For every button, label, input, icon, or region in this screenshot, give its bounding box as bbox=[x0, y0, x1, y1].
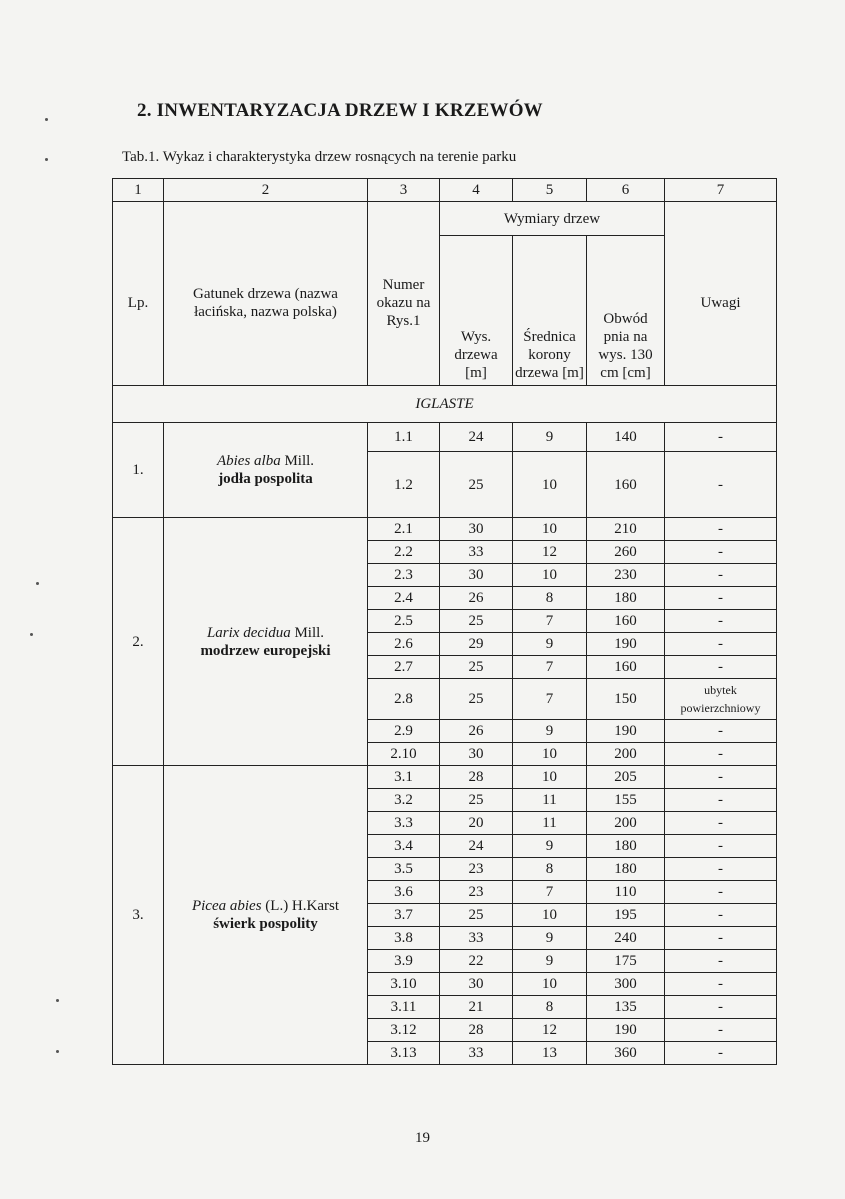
trunk-girth: 205 bbox=[587, 766, 665, 789]
tree-number: 3.9 bbox=[368, 950, 440, 973]
species-latin-name: Picea abies bbox=[191, 898, 262, 914]
tree-number: 1.2 bbox=[368, 452, 440, 518]
header-crown-diameter: Średnica korony drzewa [m] bbox=[513, 236, 587, 386]
tree-number: 3.13 bbox=[368, 1042, 440, 1065]
table-caption: Tab.1. Wykaz i charakterystyka drzew rosnących na terenie parku bbox=[122, 149, 517, 165]
column-number: 2 bbox=[164, 179, 368, 202]
trunk-girth: 180 bbox=[587, 858, 665, 881]
crown-diameter: 12 bbox=[513, 1019, 587, 1042]
trunk-girth: 180 bbox=[587, 587, 665, 610]
column-number: 7 bbox=[665, 179, 777, 202]
tree-note: - bbox=[665, 835, 777, 858]
tree-note: - bbox=[665, 720, 777, 743]
header-row-top bbox=[113, 202, 777, 236]
tree-height: 30 bbox=[440, 518, 513, 541]
trunk-girth: 195 bbox=[587, 904, 665, 927]
trunk-girth: 155 bbox=[587, 789, 665, 812]
crown-diameter: 9 bbox=[513, 927, 587, 950]
tree-height: 25 bbox=[440, 789, 513, 812]
tree-number: 2.3 bbox=[368, 564, 440, 587]
tree-number: 2.10 bbox=[368, 743, 440, 766]
column-number: 1 bbox=[113, 179, 164, 202]
tree-height: 33 bbox=[440, 927, 513, 950]
tree-note: - bbox=[665, 1019, 777, 1042]
trunk-girth: 240 bbox=[587, 927, 665, 950]
trunk-girth: 160 bbox=[587, 610, 665, 633]
trunk-girth: 160 bbox=[587, 656, 665, 679]
tree-height: 30 bbox=[440, 743, 513, 766]
page-number: 19 bbox=[415, 1130, 430, 1146]
tree-height: 25 bbox=[440, 904, 513, 927]
species-polish-name: jodła pospolita bbox=[218, 471, 313, 487]
tree-note: - bbox=[665, 1042, 777, 1065]
trunk-girth: 160 bbox=[587, 452, 665, 518]
header-tree-number: Numer okazu na Rys.1 bbox=[368, 202, 440, 386]
tree-number: 3.3 bbox=[368, 812, 440, 835]
tree-number: 1.1 bbox=[368, 423, 440, 452]
tree-height: 25 bbox=[440, 656, 513, 679]
crown-diameter: 10 bbox=[513, 743, 587, 766]
crown-diameter: 9 bbox=[513, 633, 587, 656]
tree-note: - bbox=[665, 858, 777, 881]
trunk-girth: 140 bbox=[587, 423, 665, 452]
header-trunk-girth: Obwód pnia na wys. 130 cm [cm] bbox=[587, 236, 665, 386]
tree-number: 2.5 bbox=[368, 610, 440, 633]
tree-number: 3.12 bbox=[368, 1019, 440, 1042]
table-row bbox=[113, 766, 777, 789]
tree-note: - bbox=[665, 904, 777, 927]
species-polish-name: świerk pospolity bbox=[213, 916, 318, 932]
section-title: 2. INWENTARYZACJA DRZEW I KRZEWÓW bbox=[137, 100, 543, 121]
table-row bbox=[113, 423, 777, 452]
tree-height: 23 bbox=[440, 881, 513, 904]
tree-number: 3.1 bbox=[368, 766, 440, 789]
crown-diameter: 8 bbox=[513, 858, 587, 881]
crown-diameter: 9 bbox=[513, 950, 587, 973]
tree-height: 30 bbox=[440, 564, 513, 587]
tree-height: 20 bbox=[440, 812, 513, 835]
trunk-girth: 260 bbox=[587, 541, 665, 564]
species-latin-name: Larix decidua bbox=[206, 624, 291, 641]
scan-speck bbox=[56, 1050, 59, 1053]
tree-note: - bbox=[665, 423, 777, 452]
crown-diameter: 10 bbox=[513, 973, 587, 996]
tree-height: 29 bbox=[440, 633, 513, 656]
tree-height: 28 bbox=[440, 766, 513, 789]
species-author: Mill. bbox=[290, 624, 325, 641]
tree-number: 2.6 bbox=[368, 633, 440, 656]
tree-number: 3.8 bbox=[368, 927, 440, 950]
tree-height: 33 bbox=[440, 1042, 513, 1065]
species-latin-name: Abies alba bbox=[216, 453, 281, 469]
tree-note: - bbox=[665, 950, 777, 973]
header-species: Gatunek drzewa (nazwa łacińska, nazwa polska) bbox=[164, 202, 368, 386]
tree-note: - bbox=[665, 743, 777, 766]
species-polish-name: modrzew europejski bbox=[200, 642, 331, 659]
tree-height: 25 bbox=[440, 610, 513, 633]
crown-diameter: 10 bbox=[513, 564, 587, 587]
trunk-girth: 190 bbox=[587, 1019, 665, 1042]
crown-diameter: 7 bbox=[513, 679, 587, 720]
tree-height: 24 bbox=[440, 835, 513, 858]
tree-height: 26 bbox=[440, 720, 513, 743]
tree-number: 3.6 bbox=[368, 881, 440, 904]
crown-diameter: 11 bbox=[513, 789, 587, 812]
table-body bbox=[113, 386, 777, 1065]
crown-diameter: 9 bbox=[513, 423, 587, 452]
species-lp: 2. bbox=[113, 518, 164, 766]
tree-number: 3.4 bbox=[368, 835, 440, 858]
tree-note: - bbox=[665, 656, 777, 679]
tree-number: 3.7 bbox=[368, 904, 440, 927]
header-dimensions: Wymiary drzew bbox=[440, 202, 665, 236]
tree-note: - bbox=[665, 564, 777, 587]
crown-diameter: 10 bbox=[513, 452, 587, 518]
species-name bbox=[164, 766, 368, 1065]
scan-speck bbox=[45, 158, 48, 161]
trunk-girth: 110 bbox=[587, 881, 665, 904]
species-author: (L.) H.Karst bbox=[261, 898, 340, 914]
tree-note: - bbox=[665, 452, 777, 518]
tree-height: 21 bbox=[440, 996, 513, 1019]
crown-diameter: 9 bbox=[513, 720, 587, 743]
tree-note: - bbox=[665, 518, 777, 541]
trunk-girth: 190 bbox=[587, 633, 665, 656]
tree-note: - bbox=[665, 973, 777, 996]
tree-height: 25 bbox=[440, 679, 513, 720]
crown-diameter: 11 bbox=[513, 812, 587, 835]
crown-diameter: 8 bbox=[513, 587, 587, 610]
scan-speck bbox=[45, 118, 48, 121]
crown-diameter: 12 bbox=[513, 541, 587, 564]
column-number: 6 bbox=[587, 179, 665, 202]
tree-number: 2.2 bbox=[368, 541, 440, 564]
scan-speck bbox=[56, 999, 59, 1002]
crown-diameter: 13 bbox=[513, 1042, 587, 1065]
trunk-girth: 180 bbox=[587, 835, 665, 858]
table-row bbox=[113, 518, 777, 541]
tree-height: 24 bbox=[440, 423, 513, 452]
tree-note: - bbox=[665, 766, 777, 789]
header-lp: Lp. bbox=[113, 202, 164, 386]
tree-note: - bbox=[665, 812, 777, 835]
column-number: 5 bbox=[513, 179, 587, 202]
tree-height: 28 bbox=[440, 1019, 513, 1042]
trunk-girth: 135 bbox=[587, 996, 665, 1019]
column-number: 3 bbox=[368, 179, 440, 202]
tree-height: 26 bbox=[440, 587, 513, 610]
crown-diameter: 10 bbox=[513, 518, 587, 541]
crown-diameter: 8 bbox=[513, 996, 587, 1019]
tree-inventory-table bbox=[112, 178, 777, 1065]
tree-note: - bbox=[665, 927, 777, 950]
species-name bbox=[164, 518, 368, 766]
tree-number: 2.4 bbox=[368, 587, 440, 610]
header-height: Wys. drzewa [m] bbox=[440, 236, 513, 386]
trunk-girth: 360 bbox=[587, 1042, 665, 1065]
crown-diameter: 7 bbox=[513, 881, 587, 904]
crown-diameter: 10 bbox=[513, 904, 587, 927]
group-row bbox=[113, 386, 777, 423]
tree-note: - bbox=[665, 881, 777, 904]
tree-note: - bbox=[665, 610, 777, 633]
tree-height: 25 bbox=[440, 452, 513, 518]
tree-height: 22 bbox=[440, 950, 513, 973]
group-label: IGLASTE bbox=[113, 386, 777, 423]
tree-number: 2.1 bbox=[368, 518, 440, 541]
trunk-girth: 150 bbox=[587, 679, 665, 720]
trunk-girth: 200 bbox=[587, 743, 665, 766]
tree-height: 30 bbox=[440, 973, 513, 996]
trunk-girth: 200 bbox=[587, 812, 665, 835]
scan-speck bbox=[30, 633, 33, 636]
trunk-girth: 210 bbox=[587, 518, 665, 541]
species-author: Mill. bbox=[280, 453, 315, 469]
tree-number: 3.5 bbox=[368, 858, 440, 881]
scan-speck bbox=[36, 582, 39, 585]
trunk-girth: 175 bbox=[587, 950, 665, 973]
tree-height: 33 bbox=[440, 541, 513, 564]
tree-number: 3.11 bbox=[368, 996, 440, 1019]
crown-diameter: 7 bbox=[513, 610, 587, 633]
tree-note: - bbox=[665, 541, 777, 564]
species-name bbox=[164, 423, 368, 518]
tree-note: - bbox=[665, 633, 777, 656]
tree-note: - bbox=[665, 587, 777, 610]
crown-diameter: 9 bbox=[513, 835, 587, 858]
header-notes: Uwagi bbox=[665, 202, 777, 386]
tree-height: 23 bbox=[440, 858, 513, 881]
tree-note: - bbox=[665, 789, 777, 812]
trunk-girth: 230 bbox=[587, 564, 665, 587]
species-lp: 3. bbox=[113, 766, 164, 1065]
species-lp: 1. bbox=[113, 423, 164, 518]
trunk-girth: 190 bbox=[587, 720, 665, 743]
crown-diameter: 7 bbox=[513, 656, 587, 679]
crown-diameter: 10 bbox=[513, 766, 587, 789]
column-number-row bbox=[113, 179, 777, 202]
tree-note: - bbox=[665, 996, 777, 1019]
tree-number: 3.2 bbox=[368, 789, 440, 812]
tree-number: 2.8 bbox=[368, 679, 440, 720]
trunk-girth: 300 bbox=[587, 973, 665, 996]
tree-number: 2.7 bbox=[368, 656, 440, 679]
tree-number: 2.9 bbox=[368, 720, 440, 743]
column-number: 4 bbox=[440, 179, 513, 202]
tree-note: ubytek powierzchniowy bbox=[665, 679, 777, 720]
tree-number: 3.10 bbox=[368, 973, 440, 996]
